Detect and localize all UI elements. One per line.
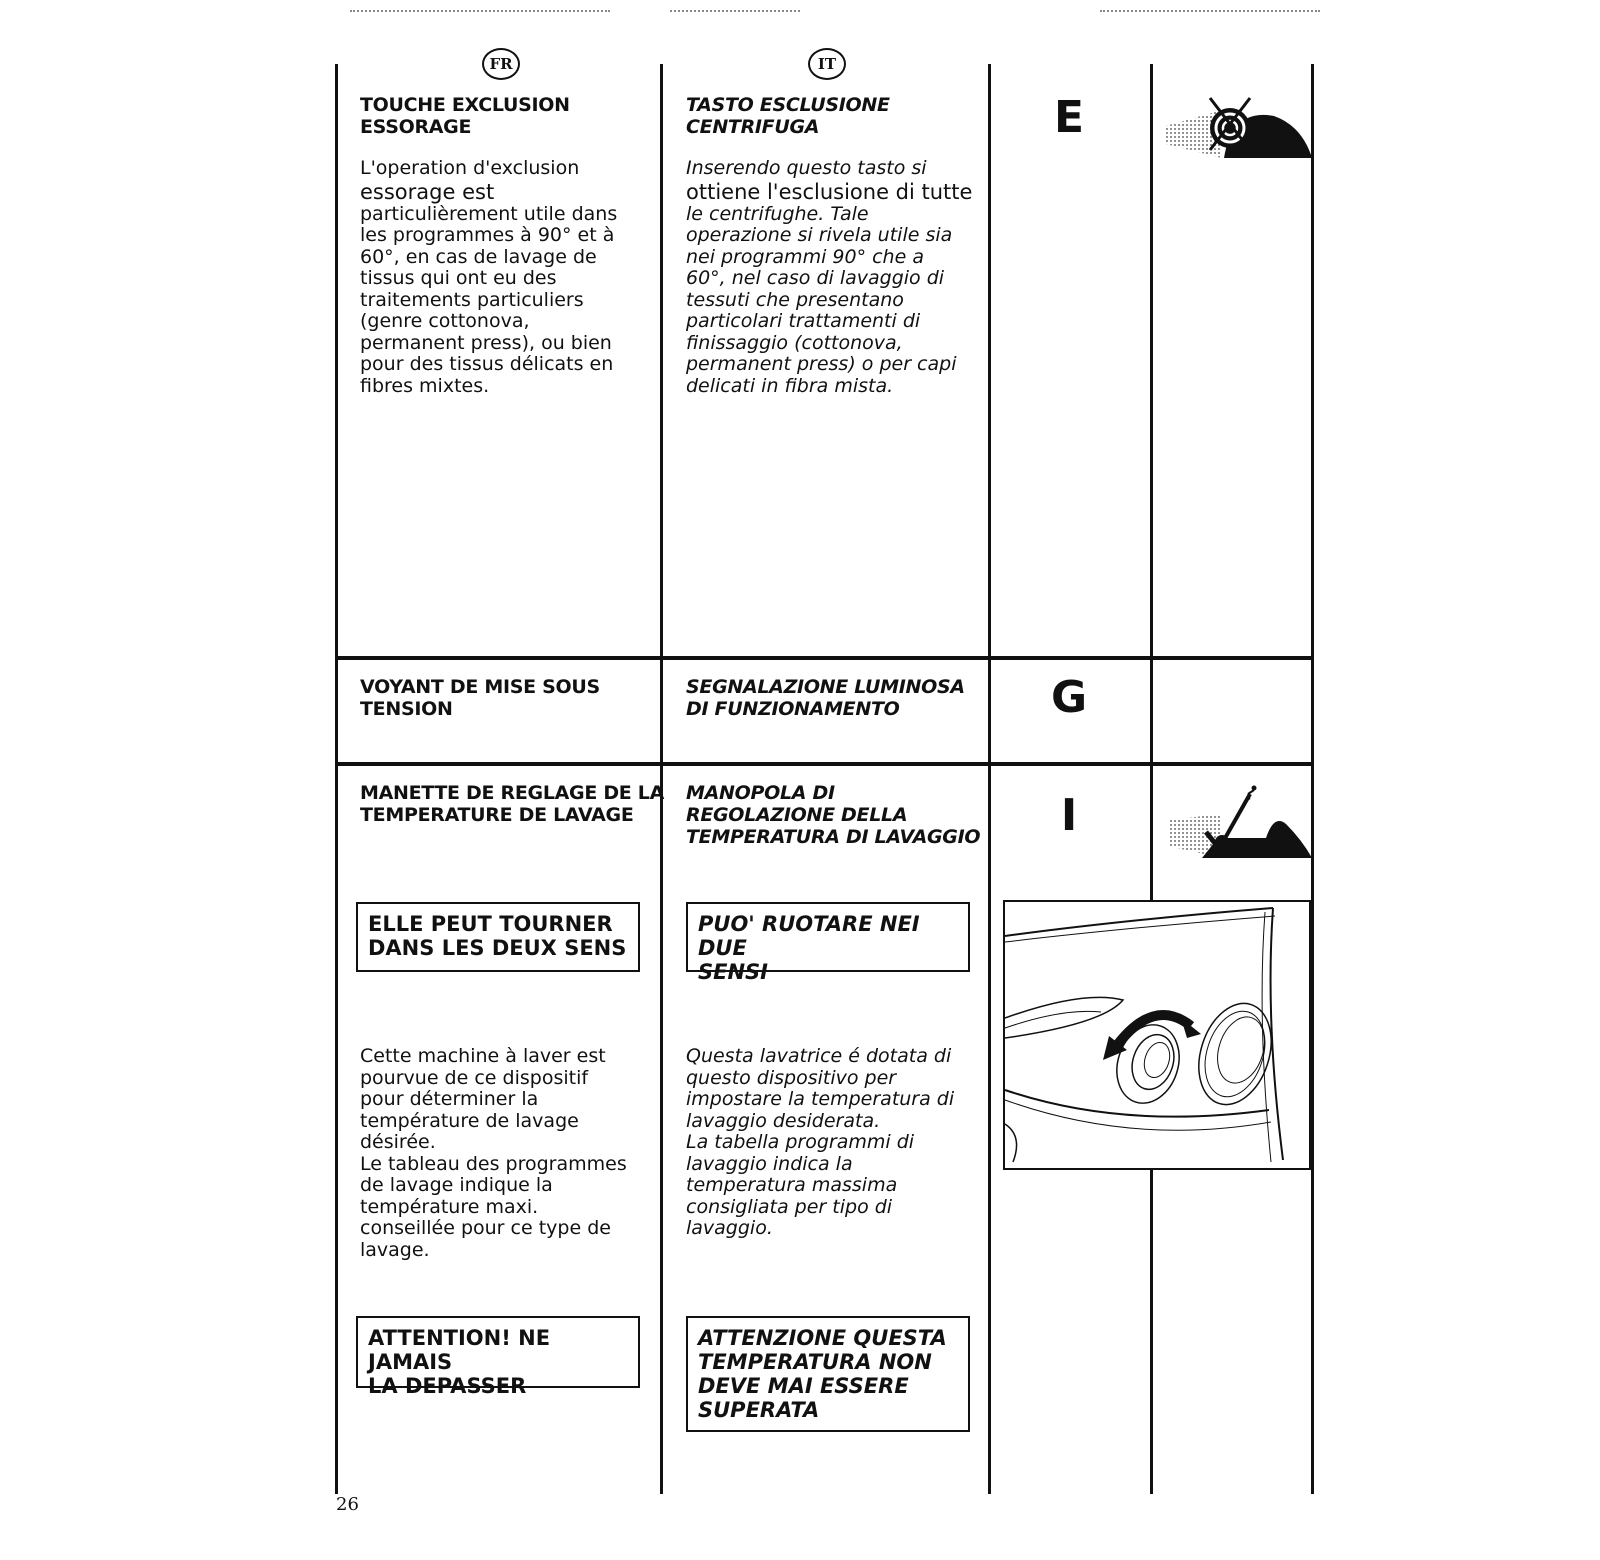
section-e-body-it: Inserendo questo tasto si ottiene l'esclusione di tutte le centrifughe. Tale operazione si rivela utile sia nei programmi 90° che a 60°, nel caso di lavaggio di tessuti che presentano particolari trattamenti di finissaggio (cottonova, permanent press) o per capi delicati in fibra mista. bbox=[686, 157, 973, 397]
section-g-letter: G bbox=[1050, 672, 1088, 723]
section-e-letter: E bbox=[1053, 92, 1085, 143]
temperature-icon bbox=[1162, 780, 1312, 862]
no-spin-icon bbox=[1162, 88, 1312, 168]
section-i-note-it: PUO' RUOTARE NEI DUE SENSI bbox=[686, 902, 970, 972]
column-rule bbox=[335, 64, 338, 1494]
scan-noise bbox=[350, 10, 610, 14]
section-g-title-it: SEGNALAZIONE LUMINOSA DI FUNZIONAMENTO bbox=[686, 676, 965, 720]
section-i-body-it: Questa lavatrice é dotata di questo dispositivo per impostare la temperatura di lavaggio desiderata. La tabella programmi di lavaggio indica la temperatura massima consigliata per tipo di lavaggio. bbox=[686, 1045, 955, 1239]
scan-noise bbox=[670, 10, 800, 14]
row-rule bbox=[335, 762, 1314, 766]
page-number: 26 bbox=[336, 1494, 359, 1515]
section-i-letter: I bbox=[1060, 790, 1078, 841]
section-i-note-fr: ELLE PEUT TOURNER DANS LES DEUX SENS bbox=[356, 902, 640, 972]
column-rule bbox=[988, 64, 991, 1494]
section-e-title-it: TASTO ESCLUSIONE CENTRIFUGA bbox=[686, 94, 890, 138]
section-g-title-fr: VOYANT DE MISE SOUS TENSION bbox=[360, 676, 600, 720]
temperature-knob-illustration bbox=[1003, 900, 1311, 1170]
section-e-body-fr: L'operation d'exclusion essorage est particulièrement utile dans les programmes à 90° et à 60°, en cas de lavage de tissus qui ont eu des traitements particuliers (genre cottonova, permanent press), ou bien pour des tissus délicats en fibres mixtes. bbox=[360, 157, 618, 397]
column-rule bbox=[1150, 64, 1153, 1494]
column-rule bbox=[1311, 64, 1314, 1494]
section-e-title-fr: TOUCHE EXCLUSION ESSORAGE bbox=[360, 94, 570, 138]
section-i-warning-it: ATTENZIONE QUESTA TEMPERATURA NON DEVE MAI ESSERE SUPERATA bbox=[686, 1316, 970, 1432]
section-i-title-fr: MANETTE DE REGLAGE DE LA TEMPERATURE DE LAVAGE bbox=[360, 782, 664, 826]
row-rule bbox=[335, 656, 1314, 660]
language-badge-it: IT bbox=[808, 48, 846, 80]
column-rule bbox=[660, 64, 663, 1494]
section-i-body-fr: Cette machine à laver est pourvue de ce dispositif pour déterminer la température de lavage désirée. Le tableau des programmes de lavage indique la température maxi. conseillée pour ce type de lavage. bbox=[360, 1045, 627, 1261]
language-badge-fr: FR bbox=[482, 48, 520, 80]
section-i-warning-fr: ATTENTION! NE JAMAIS LA DEPASSER bbox=[356, 1316, 640, 1388]
scan-noise bbox=[1100, 10, 1320, 14]
section-i-title-it: MANOPOLA DI REGOLAZIONE DELLA TEMPERATURA DI LAVAGGIO bbox=[686, 782, 981, 848]
